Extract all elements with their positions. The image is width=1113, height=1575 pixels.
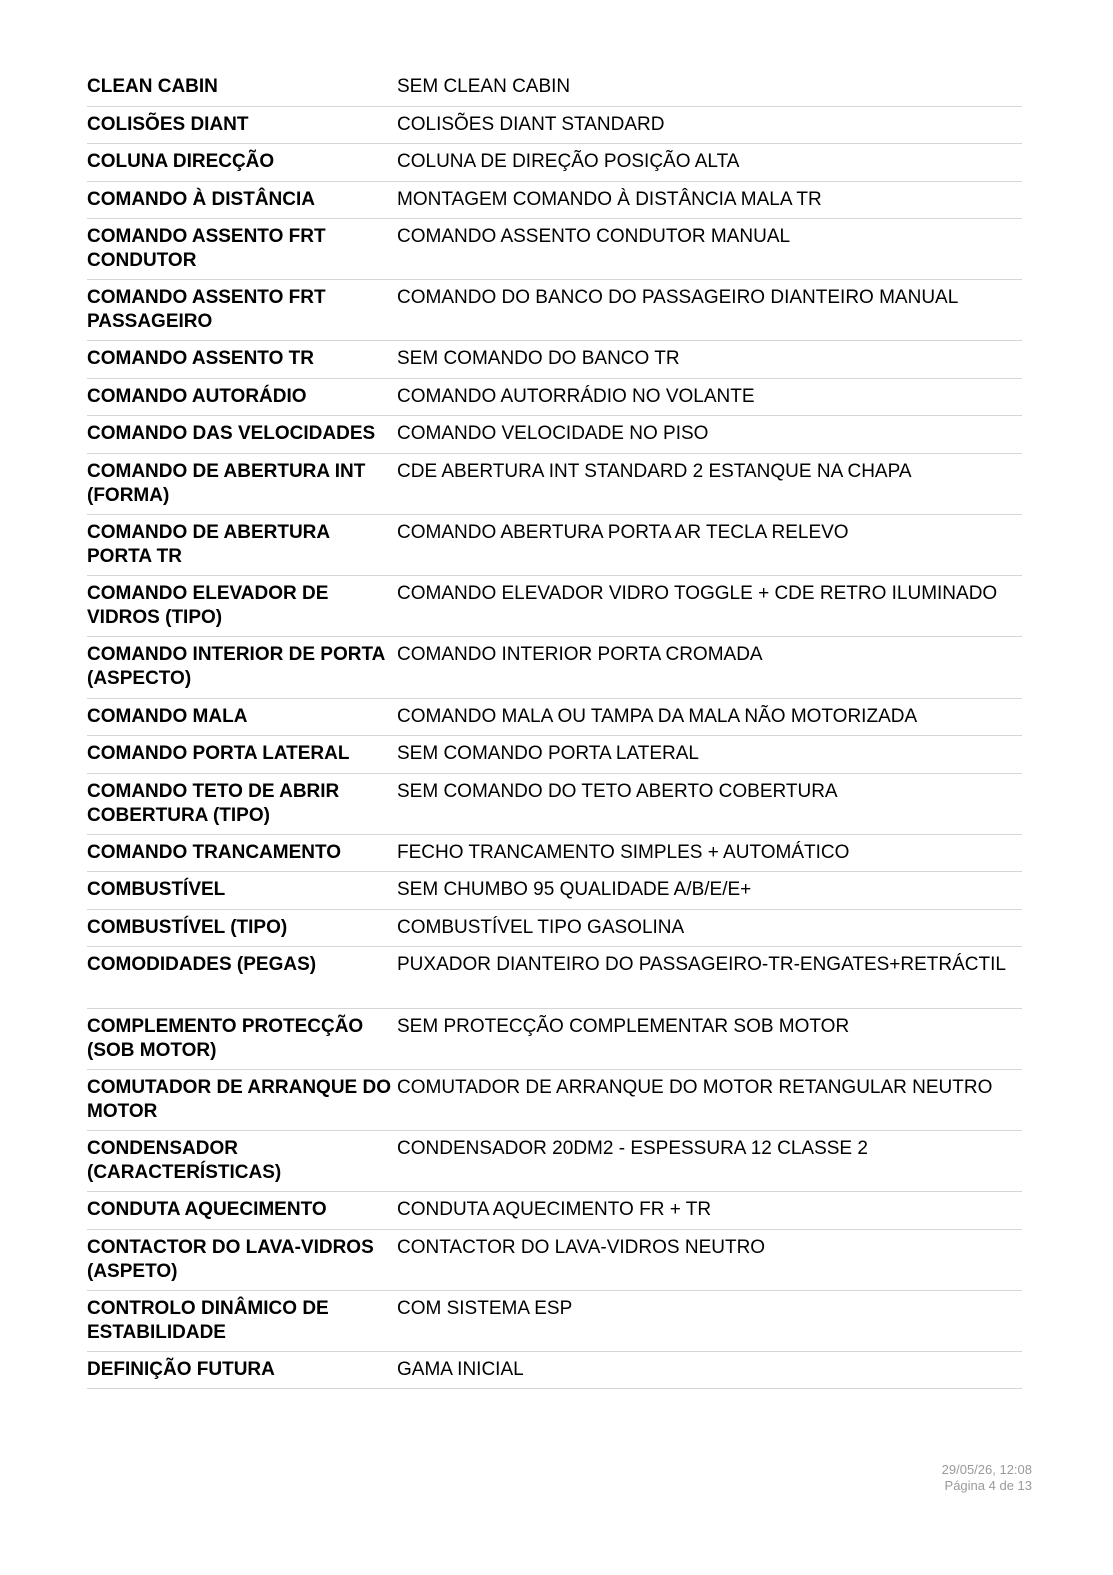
- spec-label: COMANDO À DISTÂNCIA: [87, 188, 315, 210]
- spec-label: COMANDO INTERIOR DE PORTA (ASPECTO): [87, 644, 385, 690]
- spec-value: SEM CLEAN CABIN: [397, 76, 571, 97]
- spec-row: [87, 416, 1022, 454]
- spec-row: [87, 699, 1022, 737]
- spec-label: COMODIDADES (PEGAS): [87, 954, 317, 976]
- spec-row: [87, 1009, 1022, 1070]
- spec-value: SEM COMANDO DO BANCO TR: [397, 348, 680, 370]
- spec-label: COMANDO DE ABERTURA INT (FORMA): [87, 460, 366, 506]
- spec-row: [87, 515, 1022, 576]
- spec-value: COMANDO AUTORRÁDIO NO VOLANTE: [397, 385, 755, 407]
- spec-row: [87, 637, 1022, 698]
- spec-label: DEFINIÇÃO FUTURA: [87, 1358, 275, 1380]
- spec-value: COMANDO VELOCIDADE NO PISO: [397, 423, 709, 445]
- spec-label: COMANDO MALA: [87, 705, 248, 727]
- spec-label: COMANDO ASSENTO FRT PASSAGEIRO: [87, 287, 326, 333]
- spec-row: [87, 144, 1022, 182]
- spec-row: [87, 872, 1022, 910]
- spec-value: GAMA INICIAL: [397, 1358, 524, 1380]
- spec-value: PUXADOR DIANTEIRO DO PASSAGEIRO-TR-ENGATES+RETRÁCTIL: [397, 954, 1006, 976]
- spec-label: COLISÕES DIANT: [87, 113, 249, 135]
- spec-value: COM SISTEMA ESP: [397, 1297, 573, 1319]
- spec-label: COLUNA DIRECÇÃO: [87, 151, 275, 172]
- spec-label: COMANDO AUTORÁDIO: [87, 385, 307, 407]
- spec-row: [87, 774, 1022, 835]
- spec-label: COMBUSTÍVEL (TIPO): [87, 916, 288, 938]
- spec-value: SEM PROTECÇÃO COMPLEMENTAR SOB MOTOR: [397, 1015, 850, 1037]
- spec-label: COMANDO TRANCAMENTO: [87, 841, 342, 863]
- spec-row: [87, 736, 1022, 774]
- spec-row: [87, 69, 1022, 107]
- spec-row: [87, 182, 1022, 220]
- spec-label: COMANDO ASSENTO TR: [87, 348, 314, 370]
- spec-label: CONDUTA AQUECIMENTO: [87, 1199, 327, 1221]
- spec-row: [87, 1070, 1022, 1131]
- spec-value: COLISÕES DIANT STANDARD: [397, 113, 665, 135]
- spec-label: COMANDO TETO DE ABRIR COBERTURA (TIPO): [87, 780, 340, 826]
- spec-value: MONTAGEM COMANDO À DISTÂNCIA MALA TR: [397, 188, 822, 210]
- spec-value: SEM COMANDO DO TETO ABERTO COBERTURA: [397, 780, 838, 802]
- spec-label: COMANDO ELEVADOR DE VIDROS (TIPO): [87, 583, 329, 629]
- spec-row: [87, 454, 1022, 515]
- spec-row: [87, 219, 1022, 280]
- spec-row: [87, 107, 1022, 145]
- spec-row: [87, 1291, 1022, 1352]
- spec-row: [87, 1230, 1022, 1291]
- spec-value: COMUTADOR DE ARRANQUE DO MOTOR RETANGULAR NEUTRO: [397, 1076, 993, 1098]
- spec-value: COMANDO DO BANCO DO PASSAGEIRO DIANTEIRO MANUAL: [397, 287, 959, 309]
- spec-label: COMUTADOR DE ARRANQUE DO MOTOR: [87, 1076, 391, 1122]
- spec-value: COMBUSTÍVEL TIPO GASOLINA: [397, 916, 685, 938]
- spec-row: [87, 910, 1022, 948]
- spec-row: [87, 576, 1022, 637]
- spec-value: CONDUTA AQUECIMENTO FR + TR: [397, 1199, 712, 1221]
- spec-row: [87, 280, 1022, 341]
- spec-label: CONTROLO DINÂMICO DE ESTABILIDADE: [87, 1297, 329, 1343]
- spec-value: COLUNA DE DIREÇÃO POSIÇÃO ALTA: [397, 151, 740, 172]
- spec-value: COMANDO ABERTURA PORTA AR TECLA RELEVO: [397, 522, 849, 544]
- spec-label: COMANDO ASSENTO FRT CONDUTOR: [87, 226, 326, 271]
- spec-row: [87, 947, 1022, 1008]
- spec-value: COMANDO MALA OU TAMPA DA MALA NÃO MOTORIZADA: [397, 705, 918, 727]
- spec-label: CONTACTOR DO LAVA-VIDROS (ASPETO): [87, 1236, 374, 1282]
- spec-label: COMBUSTÍVEL: [87, 879, 226, 901]
- spec-value: COMANDO ELEVADOR VIDRO TOGGLE + CDE RETRO ILUMINADO: [397, 583, 998, 605]
- spec-label: COMANDO DAS VELOCIDADES: [87, 423, 376, 445]
- spec-row: [87, 1352, 1022, 1390]
- spec-label: CLEAN CABIN: [87, 76, 218, 97]
- spec-label: COMANDO PORTA LATERAL: [87, 743, 350, 765]
- spec-value: COMANDO ASSENTO CONDUTOR MANUAL: [397, 226, 791, 247]
- spec-value: COMANDO INTERIOR PORTA CROMADA: [397, 644, 763, 666]
- spec-value: FECHO TRANCAMENTO SIMPLES + AUTOMÁTICO: [397, 841, 850, 863]
- spec-label: COMANDO DE ABERTURA PORTA TR: [87, 522, 330, 568]
- spec-row: [87, 1192, 1022, 1230]
- spec-value: CONTACTOR DO LAVA-VIDROS NEUTRO: [397, 1236, 766, 1258]
- spec-value: SEM CHUMBO 95 QUALIDADE A/B/E/E+: [397, 879, 752, 901]
- spec-row: [87, 379, 1022, 417]
- spec-label: CONDENSADOR (CARACTERÍSTICAS): [87, 1137, 282, 1183]
- spec-row: [87, 835, 1022, 873]
- spec-label: COMPLEMENTO PROTECÇÃO (SOB MOTOR): [87, 1015, 364, 1061]
- spec-value: CONDENSADOR 20DM2 - ESPESSURA 12 CLASSE 2: [397, 1137, 868, 1159]
- spec-row: [87, 1131, 1022, 1192]
- spec-row: [87, 341, 1022, 379]
- spec-value: CDE ABERTURA INT STANDARD 2 ESTANQUE NA CHAPA: [397, 460, 912, 482]
- page-footer: [942, 1462, 1032, 1494]
- spec-value: SEM COMANDO PORTA LATERAL: [397, 743, 699, 765]
- footer-timestamp: 29/05/26, 12:08: [941, 1462, 1032, 1477]
- footer-page-number: Página 4 de 13: [944, 1478, 1032, 1493]
- spec-table: [87, 69, 1022, 1389]
